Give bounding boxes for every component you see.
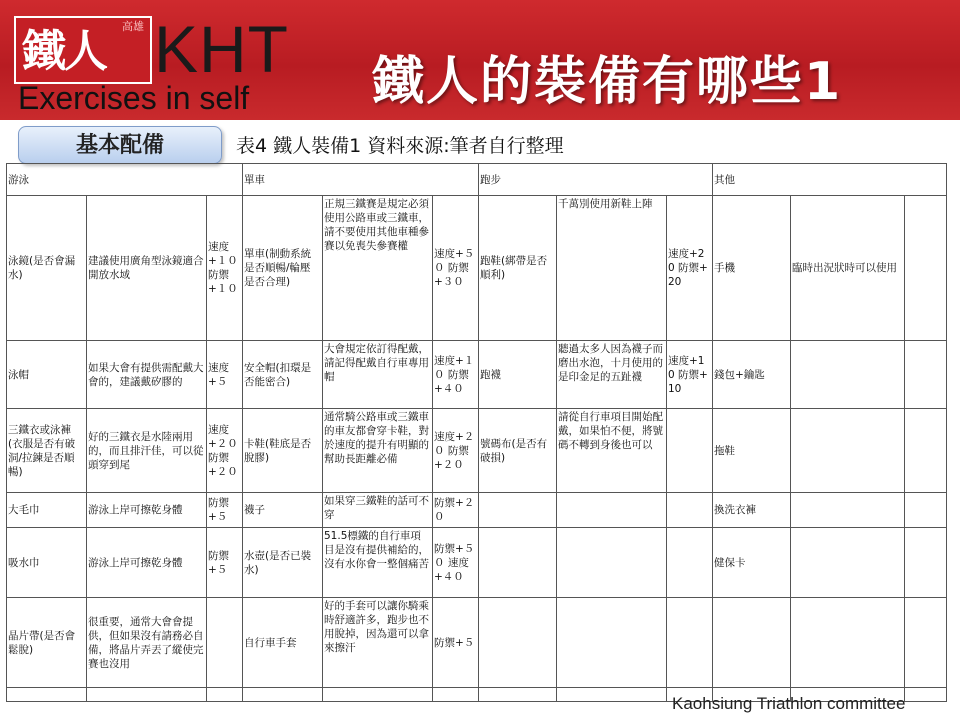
table-cell: 臨時出況狀時可以使用	[791, 196, 905, 341]
table-cell: 如果大會有提供需配戴大會的，建議戴矽膠的	[87, 341, 207, 409]
logo-text: 鐵人	[22, 26, 106, 77]
table-cell: 卡鞋(鞋底是否脫膠)	[243, 409, 323, 493]
table-cell	[87, 688, 207, 702]
table-cell: 泳鏡(是否會漏水)	[7, 196, 87, 341]
table-cell	[207, 598, 243, 688]
table-cell: 速度+１０ 防禦+４０	[433, 341, 479, 409]
table-cell: 晶片帶(是否會鬆脫)	[7, 598, 87, 688]
table-cell: 請從自行車項目開始配戴，如果怕不便，將號碼不轉到身後也可以	[557, 409, 667, 493]
table-row	[7, 598, 947, 688]
table-cell: 速度+５０ 防禦+３０	[433, 196, 479, 341]
table-cell: 手機	[713, 196, 791, 341]
table-cell: 吸水巾	[7, 528, 87, 598]
table-cell: 游泳上岸可擦乾身體	[87, 493, 207, 528]
table-cell	[905, 598, 947, 688]
table-cell	[323, 688, 433, 702]
section-header: 跑步	[479, 164, 713, 196]
brand-tagline: Exercises in self	[18, 80, 250, 116]
table-cell: 好的手套可以讓你騎乘時舒適許多，跑步也不用脫掉，因為還可以拿來擦汗	[323, 598, 433, 688]
table-cell: 大會規定依訂得配戴，請記得配戴自行車專用帽	[323, 341, 433, 409]
table-cell: 建議使用廣角型泳鏡適合開放水域	[87, 196, 207, 341]
table-cell: 通常騎公路車或三鐵車的車友都會穿卡鞋，對於速度的提升有明顯的幫助長距離必備	[323, 409, 433, 493]
table-cell: 三鐵衣或泳褲(衣服是否有破洞/拉鍊是否順暢)	[7, 409, 87, 493]
equipment-table	[6, 163, 947, 702]
section-header-row	[7, 164, 947, 196]
table-cell	[667, 409, 713, 493]
table-cell	[557, 528, 667, 598]
table-cell	[7, 688, 87, 702]
table-cell: 聽過太多人因為襪子而磨出水泡，十月使用的是印金足的五趾襪	[557, 341, 667, 409]
table-cell: 大毛巾	[7, 493, 87, 528]
table-cell	[557, 493, 667, 528]
brand-logo	[14, 16, 152, 84]
table-cell: 單車(制動系統是否順暢/輪壓是否合理)	[243, 196, 323, 341]
table-cell	[905, 341, 947, 409]
table-cell	[433, 688, 479, 702]
table-cell: 安全帽(扣環是否能密合)	[243, 341, 323, 409]
table-cell	[905, 409, 947, 493]
table-cell	[905, 493, 947, 528]
table-cell	[667, 493, 713, 528]
table-cell	[207, 688, 243, 702]
table-cell: 速度+２０ 防禦+２０	[207, 409, 243, 493]
table-cell: 千萬別使用新鞋上陣	[557, 196, 667, 341]
table-row	[7, 409, 947, 493]
table-cell: 水壺(是否已裝水)	[243, 528, 323, 598]
section-header: 其他	[713, 164, 947, 196]
table-cell: 速度+２０ 防禦+２０	[433, 409, 479, 493]
table-cell	[791, 528, 905, 598]
table-cell	[243, 688, 323, 702]
table-cell	[557, 688, 667, 702]
logo-small-text: 高雄	[122, 20, 144, 33]
table-cell: 如果穿三鐵鞋的話可不穿	[323, 493, 433, 528]
table-cell: 很重要，通常大會會提供，但如果沒有請務必自備，將晶片弄丟了縱使完賽也沒用	[87, 598, 207, 688]
table-cell: 跑鞋(綁帶是否順利)	[479, 196, 557, 341]
table-cell: 拖鞋	[713, 409, 791, 493]
header-banner	[0, 0, 960, 120]
table-cell	[905, 196, 947, 341]
table-cell: 速度+５	[207, 341, 243, 409]
table-cell: 健保卡	[713, 528, 791, 598]
slide-title: 鐵人的裝備有哪些1	[372, 52, 843, 112]
table-cell: 防禦+２０	[433, 493, 479, 528]
footer-text: Kaohsiung Triathlon committee	[672, 694, 906, 713]
table-cell: 防禦+５０ 速度+４０	[433, 528, 479, 598]
table-cell	[791, 409, 905, 493]
table-cell: 防禦+５	[207, 493, 243, 528]
table-cell: 防禦+５	[433, 598, 479, 688]
table-cell	[479, 688, 557, 702]
table-cell	[791, 341, 905, 409]
table-cell	[791, 493, 905, 528]
section-header: 游泳	[7, 164, 243, 196]
table-cell	[713, 598, 791, 688]
section-header: 單車	[243, 164, 479, 196]
basic-equipment-badge: 基本配備	[18, 126, 222, 164]
table-row	[7, 493, 947, 528]
table-cell: 51.5標鐵的自行車項目是沒有提供補給的，沒有水你會一整個痛苦	[323, 528, 433, 598]
brand-name: KHT	[154, 12, 289, 86]
table-cell: 換洗衣褲	[713, 493, 791, 528]
table-cell	[667, 528, 713, 598]
table-row	[7, 341, 947, 409]
table-cell: 正規三鐵賽是規定必須使用公路車或三鐵車，請不要使用其他車種參賽以免喪失參賽權	[323, 196, 433, 341]
table-cell	[905, 528, 947, 598]
table-cell	[479, 493, 557, 528]
table-cell	[791, 598, 905, 688]
table-row	[7, 528, 947, 598]
table-cell: 速度+10 防禦+10	[667, 341, 713, 409]
table-cell: 速度+１０ 防禦+１０	[207, 196, 243, 341]
table-cell: 跑襪	[479, 341, 557, 409]
table-caption: 表4 鐵人裝備1 資料來源:筆者自行整理	[236, 135, 564, 157]
table-cell: 游泳上岸可擦乾身體	[87, 528, 207, 598]
table-cell: 襪子	[243, 493, 323, 528]
table-cell: 號碼布(是否有破損)	[479, 409, 557, 493]
table-cell	[479, 528, 557, 598]
table-cell: 速度+20 防禦+20	[667, 196, 713, 341]
table-cell: 好的三鐵衣是水陸兩用的，而且排汗佳，可以從頭穿到尾	[87, 409, 207, 493]
table-cell: 自行車手套	[243, 598, 323, 688]
table-cell	[557, 598, 667, 688]
table-cell	[667, 598, 713, 688]
table-cell	[479, 598, 557, 688]
table-cell: 錢包+鑰匙	[713, 341, 791, 409]
table-row	[7, 196, 947, 341]
table-cell: 防禦+５	[207, 528, 243, 598]
table-cell: 泳帽	[7, 341, 87, 409]
